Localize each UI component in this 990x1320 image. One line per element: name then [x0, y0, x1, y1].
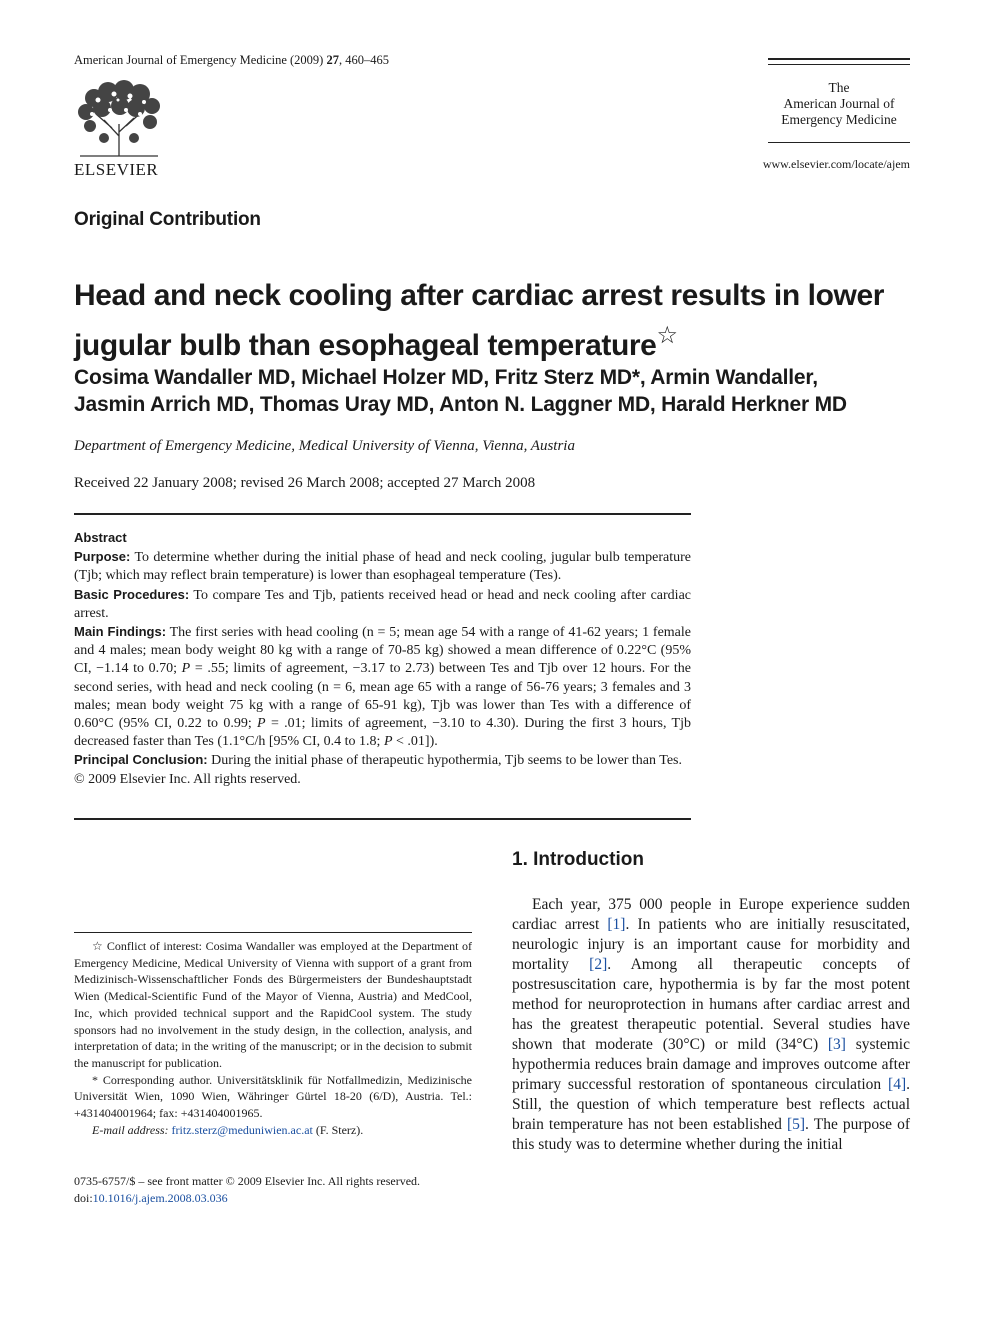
abstract-purpose: Purpose: To determine whether during the initial phase of head and neck cooling, jugular bulb temperature (Tjb; which may reflect brain temperature) is lower than esophageal temperature (Tes). — [74, 549, 691, 584]
issn-line: 0735-6757/$ – see front matter © 2009 Elsevier Inc. All rights reserved. — [74, 1174, 421, 1188]
section-type: Original Contribution — [74, 209, 261, 230]
author-line: Jasmin Arrich MD, Thomas Uray MD, Anton N. Laggner MD, Harald Herkner MD — [74, 393, 847, 416]
abstract — [74, 529, 691, 789]
article-dates: Received 22 January 2008; revised 26 March 2008; accepted 27 March 2008 — [74, 475, 536, 491]
header-rule — [768, 58, 910, 60]
doi-line: doi:10.1016/j.ajem.2008.03.036 — [74, 1191, 228, 1205]
journal-brand-line: American Journal of — [783, 96, 895, 111]
citation-link[interactable]: [2] — [589, 956, 608, 973]
article-title — [74, 276, 919, 366]
introduction-paragraph: Each year, 375 000 people in Europe experience sudden cardiac arrest [1]. In patients who are initially resuscitated, neurologic injury is an important cause for morbidity and mortality [2]. Among all therapeutic concepts of postresuscitation care, hypothermia is by far the most potent method for neuroprotection in humans after cardiac arrest and has the greatest therapeutic potential. Several studies have shown that moderate (30°C) or mild (34°C) [3] systemic hypothermia reduces brain damage and improves outcome after primary successful restoration of spontaneous circulation [4]. Still, the question of which temperature best reflects actual brain temperature has not been established [5]. The purpose of this study was to determine whether during the initial — [512, 896, 910, 1153]
journal-brand-line: The — [828, 80, 850, 95]
title-footnote-mark[interactable]: ☆ — [656, 322, 678, 349]
elsevier-wordmark: ELSEVIER — [74, 160, 159, 179]
header-rule — [768, 142, 910, 143]
email-link[interactable]: fritz.sterz@meduniwien.ac.at — [171, 1122, 313, 1137]
journal-citation: American Journal of Emergency Medicine (2009) 27, 460–465 — [74, 53, 389, 67]
citation-link[interactable]: [5] — [786, 1116, 806, 1133]
citation-link[interactable]: [3] — [827, 1036, 846, 1053]
introduction-heading: 1. Introduction — [512, 849, 644, 870]
title-text: Head and neck cooling after cardiac arrest results in lower jugular bulb than esophageal temperature — [74, 279, 885, 362]
abstract-findings: Main Findings: The first series with head cooling (n = 5; mean age 54 with a range of 41-62 years; 1 female and 4 males; mean body weight 80 kg with a range of 70-85 kg) showed a mean difference of 0.22°C (95% CI, −1.14 to 0.70; P = .55; limits of agreement, −3.17 to 2.73) between Tes and Tjb over 12 hours. For the second series, with head and neck cooling (n = 6, mean age 65 with a range of 56-76 years; 3 females and 3 males; mean body weight 75 kg with a range of 65-91 kg), Tjb was lower than Tes with a difference of 0.60°C (95% CI, 0.22 to 0.99; P = .01; limits of agreement, −3.10 to 4.30). During the first 3 hours, Tjb decreased faster than Tes (1.1°C/h [95% CI, 0.4 to 1.8; P < .01]). — [74, 624, 691, 750]
affiliation: Department of Emergency Medicine, Medical University of Vienna, Vienna, Austria — [74, 438, 575, 454]
footnotes — [74, 938, 472, 1138]
journal-brand-line: Emergency Medicine — [781, 112, 897, 127]
abstract-procedures: Basic Procedures: To compare Tes and Tjb, patients received head or head and neck cooling after cardiac arrest. — [74, 586, 691, 621]
author-list — [74, 364, 919, 418]
conflict-of-interest-note: ☆ Conflict of interest: Cosima Wandaller was employed at the Department of Emergency Medicine, Medical University of Vienna with support of a grant from Medizinisch-Wissenschaftlicher Fonds des Bürgermeisters der Bundeshauptstadt Wien (Medical-Scientific Fund of the Mayor of Vienna, Austria) and MedCool, Inc, which provided technical support and the RapidCool system. The study sponsors had no involvement in the study design, in the collection, analysis, and interpretation of data; in the writing of the manuscript; or in the decision to submit the manuscript for publication. — [74, 939, 472, 1070]
doi-link[interactable]: 10.1016/j.ajem.2008.03.036 — [92, 1191, 228, 1205]
issn-doi — [74, 1173, 420, 1207]
abstract-conclusion: Principal Conclusion: During the initial phase of therapeutic hypothermia, Tjb seems to be lower than Tes. — [74, 752, 683, 769]
abstract-heading: Abstract — [74, 530, 127, 545]
journal-url[interactable]: www.elsevier.com/locate/ajem — [762, 157, 910, 171]
abstract-rule — [74, 513, 691, 515]
footnote-rule — [74, 932, 472, 933]
journal-brand — [768, 80, 910, 128]
author-line: Cosima Wandaller MD, Michael Holzer MD, Fritz Sterz MD*, Armin Wandaller, — [74, 366, 818, 389]
corresponding-author-note: * Corresponding author. Universitätsklinik für Notfallmedizin, Medizinische Universität Wien, 1090 Wien, Währinger Gürtel 18-20 (6/D), Austria. Tel.: +431404001964; fax: +431404001965. — [74, 1072, 472, 1121]
header-rule — [768, 64, 910, 65]
elsevier-tree-logo — [74, 80, 164, 158]
abstract-rule — [74, 818, 691, 820]
abstract-copyright: © 2009 Elsevier Inc. All rights reserved. — [74, 771, 301, 787]
citation-link[interactable]: [1] — [607, 916, 626, 933]
email-note: E-mail address: fritz.sterz@meduniwien.ac.at (F. Sterz). — [92, 1122, 364, 1137]
citation-link[interactable]: [4] — [888, 1076, 907, 1093]
